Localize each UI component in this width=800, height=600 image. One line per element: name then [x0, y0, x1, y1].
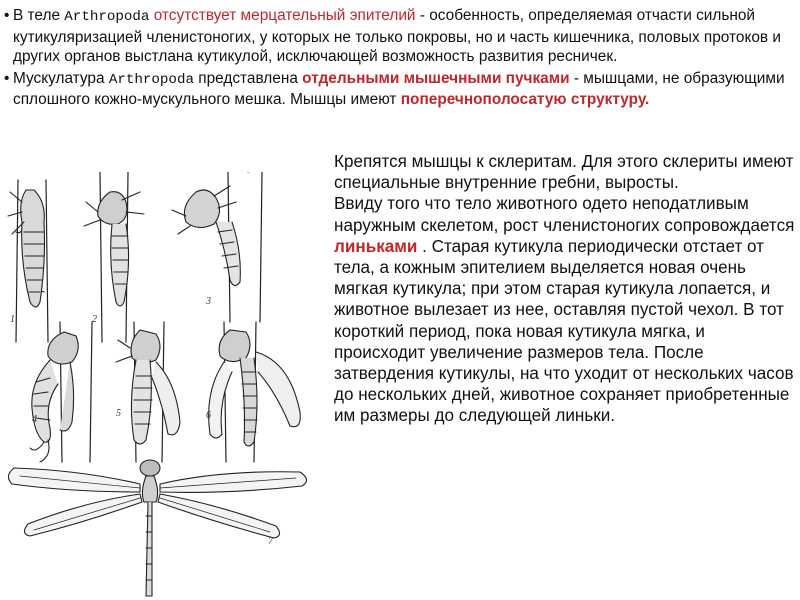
larva-4	[30, 332, 78, 462]
figure-label-4: 4	[32, 414, 37, 425]
molting-text	[334, 151, 796, 427]
bullet1-highlight: отсутствует мерцательный эпителий	[149, 7, 416, 24]
molting-highlight: линьками	[334, 236, 418, 256]
bullet2-taxon: Arthropoda	[108, 71, 194, 88]
bullet2-mid: представлена	[193, 69, 303, 87]
bullet-list	[4, 6, 796, 112]
dragonfly-molting-illustration	[0, 172, 336, 600]
bullet1-intro: В теле	[13, 7, 65, 24]
figure-label-6: 6	[206, 410, 211, 421]
bullet2-rest: - мышцами, не образующими сплошного кожно-мускульного мешка. Мышцы имеют	[13, 69, 785, 108]
figure-label-2: 2	[92, 314, 97, 325]
molting-a: Ввиду того что тело животного одето неподатливым наружным скелетом, рост членистоногих сопровождается	[334, 194, 795, 235]
bullet2-intro: Мускулатура	[13, 69, 109, 87]
larva-2	[84, 192, 144, 306]
molting-paragraph	[334, 193, 796, 426]
larva-6	[209, 330, 301, 446]
figure-label-1: 1	[10, 314, 15, 325]
figure-label-5: 5	[116, 408, 121, 419]
figure-label-3: 3	[206, 296, 211, 307]
bullet1-rest: - особенность, определяемая отчасти сильной кутикуляризацией членистоногих, у которых не только покровы, но и часть кишечника, половых протоков и других органов выстлана кутикулой, исключающей возможность развития ресничек.	[13, 7, 781, 65]
bullet1-taxon: Arthropoda	[64, 9, 150, 25]
larva-5	[116, 330, 180, 444]
bullet-muscles	[4, 69, 796, 110]
bullet2-highlight1: отдельными мышечными пучками	[302, 69, 570, 87]
figure-label-7: 7	[268, 536, 273, 547]
bullet-cilia	[4, 6, 796, 67]
adult-dragonfly	[8, 460, 306, 596]
bullet2-highlight2: поперечнополосатую структуру.	[400, 91, 650, 108]
molting-b: . Старая кутикула периодически отстает от тела, а кожным эпителием выделяется новая очень мягкая кутикула; при этом старая кутикула лопается, и животное вылезает из нее, оставляя пустой чехол. В тот короткий период, пока новая кутикула мягка, и происходит увеличение размеров тела. После затвердения кутикулы, на что уходит от нескольких часов до нескольких дней, животное сохраняет приобретенные им размеры до следующей линьки.	[334, 236, 794, 426]
larva-3	[172, 186, 240, 286]
muscle-attachment-paragraph: Крепятся мышцы к склеритам. Для этого склериты имеют специальные внутренние гребни, выросты.	[334, 152, 794, 193]
larva-1	[8, 190, 45, 307]
